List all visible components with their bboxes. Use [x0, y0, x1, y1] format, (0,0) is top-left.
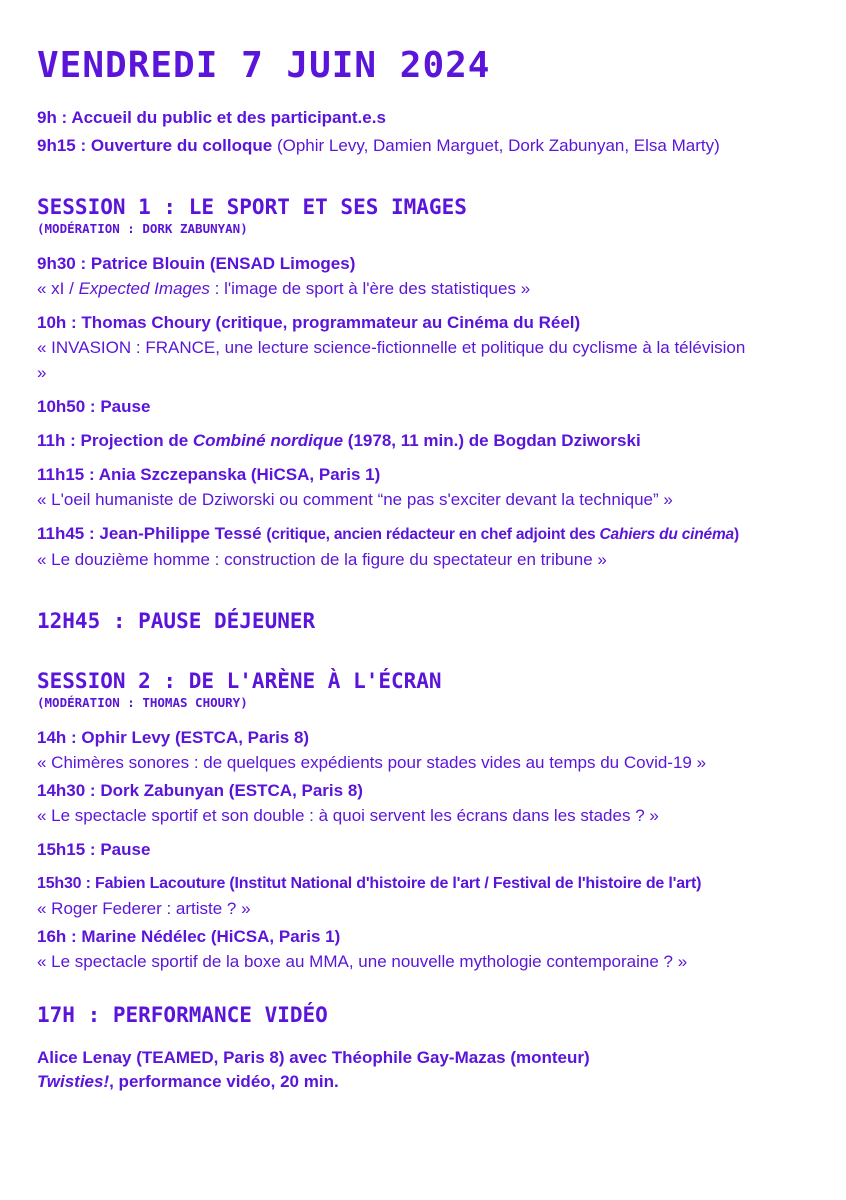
moderation-note: (MODÉRATION : THOMAS CHOURY)	[37, 695, 248, 710]
program-item: 14h : Ophir Levy (ESTCA, Paris 8) « Chimères sonores : de quelques expédients pour stades vides au temps du Covid-19 »	[37, 728, 707, 772]
session-heading: SESSION 2 : DE L'ARÈNE À L'ÉCRAN	[37, 669, 442, 693]
lunch-heading: 12H45 : PAUSE DÉJEUNER	[37, 609, 316, 633]
program-item: 15h15 : Pause	[37, 840, 151, 859]
program-item: 9h : Accueil du public et des participant.e.s	[37, 108, 386, 127]
program-item: Alice Lenay (TEAMED, Paris 8) avec Théophile Gay-Mazas (monteur) Twisties!, performance vidéo, 20 min.	[37, 1048, 590, 1091]
program-item: 10h50 : Pause	[37, 397, 151, 416]
program-item: 11h : Projection de Combiné nordique (1978, 11 min.) de Bogdan Dziworski	[37, 431, 641, 450]
performance-heading: 17H : PERFORMANCE VIDÉO	[37, 1003, 328, 1027]
program-item: 15h30 : Fabien Lacouture (Institut National d'histoire de l'art / Festival de l'histoire de l'art) « Roger Federer : artiste ? »	[37, 875, 702, 918]
program-item: 11h45 : Jean-Philippe Tessé (critique, ancien rédacteur en chef adjoint des Cahiers du cinéma) « Le douzième homme : construction de la figure du spectateur en tribune »	[37, 524, 739, 569]
session-heading: SESSION 1 : LE SPORT ET SES IMAGES	[37, 195, 467, 219]
program-item: 16h : Marine Nédélec (HiCSA, Paris 1) « Le spectacle sportif de la boxe au MMA, une nouvelle mythologie contemporaine ? »	[37, 927, 688, 971]
moderation-note: (MODÉRATION : DORK ZABUNYAN)	[37, 221, 248, 236]
program-item: 9h15 : Ouverture du colloque (Ophir Levy, Damien Marguet, Dork Zabunyan, Elsa Marty)	[37, 136, 720, 155]
page-title: VENDREDI 7 JUIN 2024	[37, 45, 491, 86]
program-item: 11h15 : Ania Szczepanska (HiCSA, Paris 1) « L'oeil humaniste de Dziworski ou comment “ne pas s'exciter devant la technique” »	[37, 465, 673, 509]
program-item: 10h : Thomas Choury (critique, programmateur au Cinéma du Réel) « INVASION : FRANCE, une lecture science-fictionnelle et politique du cyclisme à la télévision »	[37, 313, 746, 382]
program-item: 14h30 : Dork Zabunyan (ESTCA, Paris 8) « Le spectacle sportif et son double : à quoi servent les écrans dans les stades ? »	[37, 781, 659, 825]
program-item: 9h30 : Patrice Blouin (ENSAD Limoges) « xI / Expected Images : l'image de sport à l'ère des statistiques »	[37, 254, 531, 298]
program-page	[37, 44, 817, 1104]
